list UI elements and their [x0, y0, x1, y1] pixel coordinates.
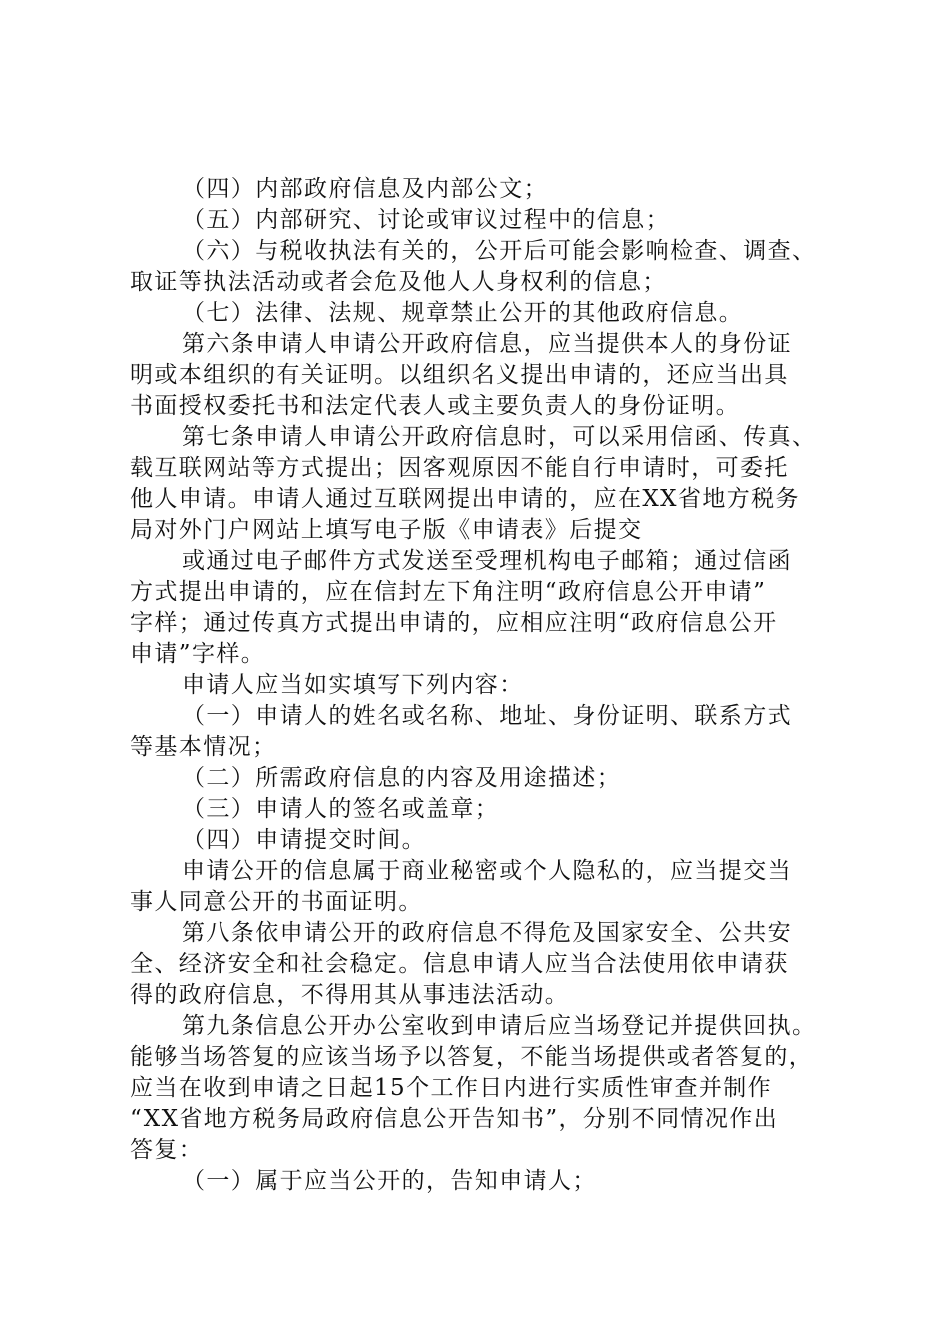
text-line-11: 他人申请。申请人通过互联网提出申请的，应在XX省地方税务 — [130, 486, 800, 512]
text-line-8: 书面授权委托书和法定代表人或主要负责人的身份证明。 — [130, 393, 740, 419]
text-line-33: （一）属于应当公开的，告知申请人； — [182, 1168, 597, 1194]
text-line-12: 局对外门户网站上填写电子版《申请表》后提交 — [130, 517, 643, 543]
text-line-30: 应当在收到申请之日起15个工作日内进行实质性审查并制作 — [130, 1075, 773, 1101]
text-line-29: 能够当场答复的应该当场予以答复，不能当场提供或者答复的， — [130, 1044, 814, 1070]
text-line-27: 得的政府信息，不得用其从事违法活动。 — [130, 982, 570, 1008]
text-line-22: （四）申请提交时间。 — [182, 827, 426, 853]
text-line-5: （七）法律、法规、规章禁止公开的其他政府信息。 — [182, 300, 744, 326]
text-line-15: 字样；通过传真方式提出申请的，应相应注明“政府信息公开 — [130, 610, 778, 636]
text-line-21: （三）申请人的签名或盖章； — [182, 796, 500, 822]
text-line-28: 第九条信息公开办公室收到申请后应当场登记并提供回执。 — [182, 1013, 817, 1039]
text-line-13: 或通过电子邮件方式发送至受理机构电子邮箱；通过信函 — [182, 548, 792, 574]
text-line-3: （六）与税收执法有关的，公开后可能会影响检查、调查、 — [182, 238, 817, 264]
text-line-19: 等基本情况； — [130, 734, 277, 760]
text-line-23: 申请公开的信息属于商业秘密或个人隐私的，应当提交当 — [182, 858, 792, 884]
text-line-7: 明或本组织的有关证明。以组织名义提出申请的，还应当出具 — [130, 362, 789, 388]
text-line-6: 第六条申请人申请公开政府信息，应当提供本人的身份证 — [182, 331, 792, 357]
text-line-31: “XX省地方税务局政府信息公开告知书”，分别不同情况作出 — [130, 1106, 779, 1132]
text-line-9: 第七条申请人申请公开政府信息时，可以采用信函、传真、 — [182, 424, 817, 450]
text-line-16: 申请”字样。 — [130, 641, 266, 667]
text-line-1: （四）内部政府信息及内部公文； — [182, 176, 548, 202]
text-line-14: 方式提出申请的，应在信封左下角注明“政府信息公开申请” — [130, 579, 767, 605]
text-line-20: （二）所需政府信息的内容及用途描述； — [182, 765, 622, 791]
text-line-26: 全、经济安全和社会稳定。信息申请人应当合法使用依申请获 — [130, 951, 789, 977]
text-line-4: 取证等执法活动或者会危及他人人身权利的信息； — [130, 269, 667, 295]
text-line-25: 第八条依申请公开的政府信息不得危及国家安全、公共安 — [182, 920, 792, 946]
text-line-24: 事人同意公开的书面证明。 — [130, 889, 423, 915]
text-line-17: 申请人应当如实填写下列内容： — [182, 672, 524, 698]
text-line-18: （一）申请人的姓名或名称、地址、身份证明、联系方式 — [182, 703, 792, 729]
text-line-10: 载互联网站等方式提出；因客观原因不能自行申请时，可委托 — [130, 455, 789, 481]
text-line-2: （五）内部研究、讨论或审议过程中的信息； — [182, 207, 670, 233]
text-line-32: 答复： — [130, 1137, 204, 1163]
